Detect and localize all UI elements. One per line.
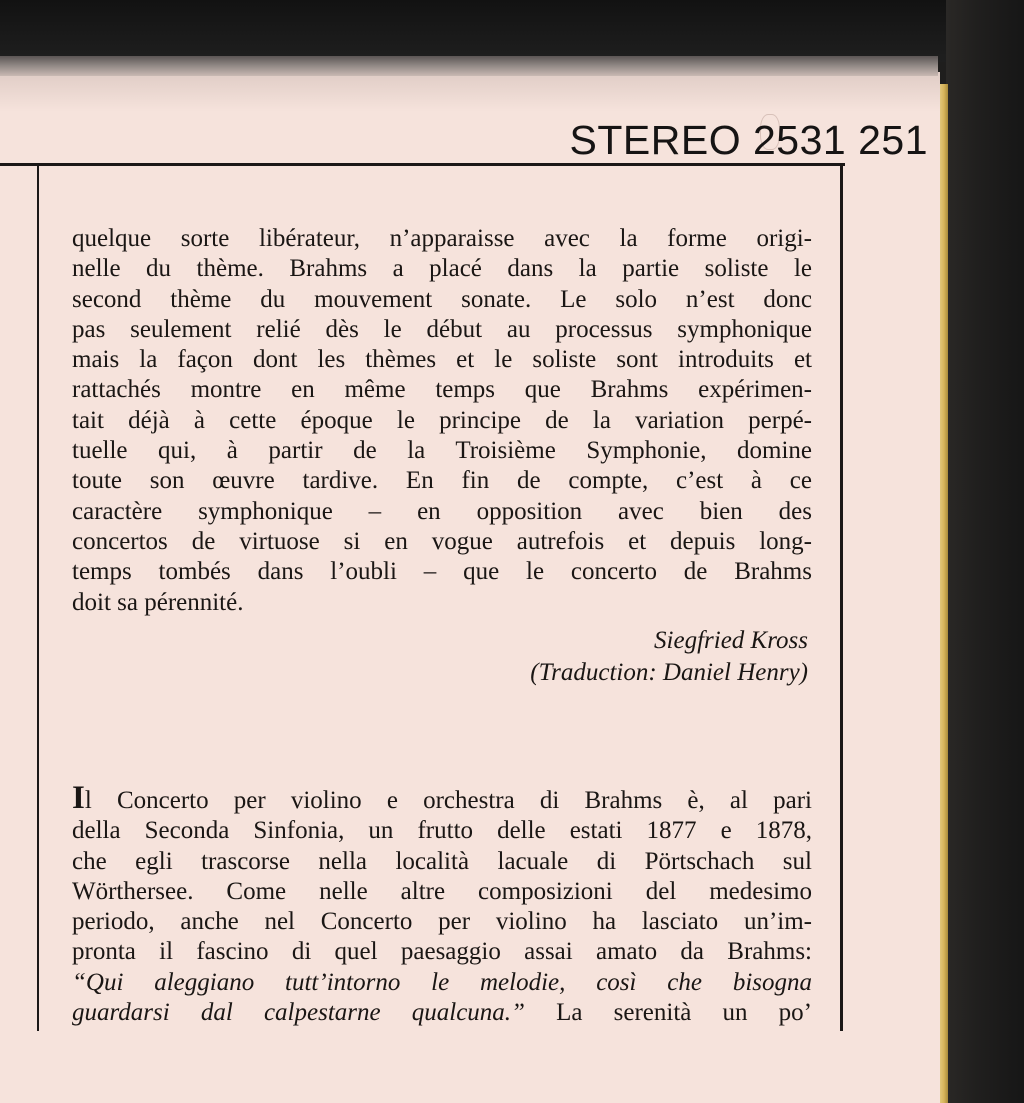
text-line: che egli trascorse nella località lacuale di Pörtschach sul — [72, 847, 812, 875]
text-line: doit sa pérennité. — [72, 588, 244, 616]
background-right — [946, 0, 1024, 1103]
frame-left-rule — [37, 163, 39, 1031]
text-run: l Concerto per violino e orchestra di Brahms è, al pari — [84, 787, 812, 814]
text-line: caractère symphonique – en opposition avec bien des — [72, 497, 812, 525]
text-line: pronta il fascino di quel paesaggio assai amato da Brahms: — [72, 938, 812, 966]
signature-block — [72, 625, 808, 689]
catalog-number: STEREO 2531 251 — [569, 117, 928, 163]
text-line: tait déjà à cette époque le principe de la variation perpé- — [72, 406, 812, 434]
frame-top-rule — [0, 163, 845, 166]
background-top — [0, 0, 1024, 62]
drop-cap: I — [72, 780, 85, 816]
text-line: nelle du thème. Brahms a placé dans la partie soliste le — [72, 255, 812, 283]
text-line: second thème du mouvement sonate. Le solo n’est donc — [72, 285, 812, 313]
frame-right-rule — [840, 163, 843, 1031]
french-paragraph — [72, 224, 812, 618]
author-name: Siegfried Kross — [654, 627, 808, 654]
quote-line: “Qui aleggiano tutt’intorno le melodie, così che bisogna — [72, 968, 812, 996]
italian-paragraph — [72, 780, 812, 1028]
text-line: concertos de virtuose si en vogue autrefois et depuis long- — [72, 527, 812, 555]
text-line: quelque sorte libérateur, n’apparaisse avec la forme origi- — [72, 225, 812, 252]
text-line: tuelle qui, à partir de la Troisième Symphonie, domine — [72, 437, 812, 465]
text-line: periodo, anche nel Concerto per violino ha lasciato un’im- — [72, 908, 812, 936]
text-line: rattachés montre en même temps que Brahms expérimen- — [72, 376, 812, 404]
text-line: mais la façon dont les thèmes et le soliste sont introduits et — [72, 346, 812, 374]
sleeve-top-edge — [0, 56, 938, 76]
translator-credit: (Traduction: Daniel Henry) — [530, 659, 808, 686]
text-run: La serenità un po’ — [524, 999, 812, 1027]
text-line: della Seconda Sinfonia, un frutto delle estati 1877 e 1878, — [72, 817, 812, 845]
text-line: pas seulement relié dès le début au processus symphonique — [72, 315, 812, 343]
text-line — [72, 998, 812, 1028]
quote-run: guardarsi dal calpestarne qualcuna.” — [72, 999, 525, 1027]
text-line: Wörthersee. Come nelle altre composizioni del medesimo — [72, 877, 812, 905]
text-line: toute son œuvre tardive. En fin de compte, c’est à ce — [72, 467, 812, 495]
text-line — [72, 780, 812, 816]
text-line: temps tombés dans l’oubli – que le concerto de Brahms — [72, 558, 812, 586]
